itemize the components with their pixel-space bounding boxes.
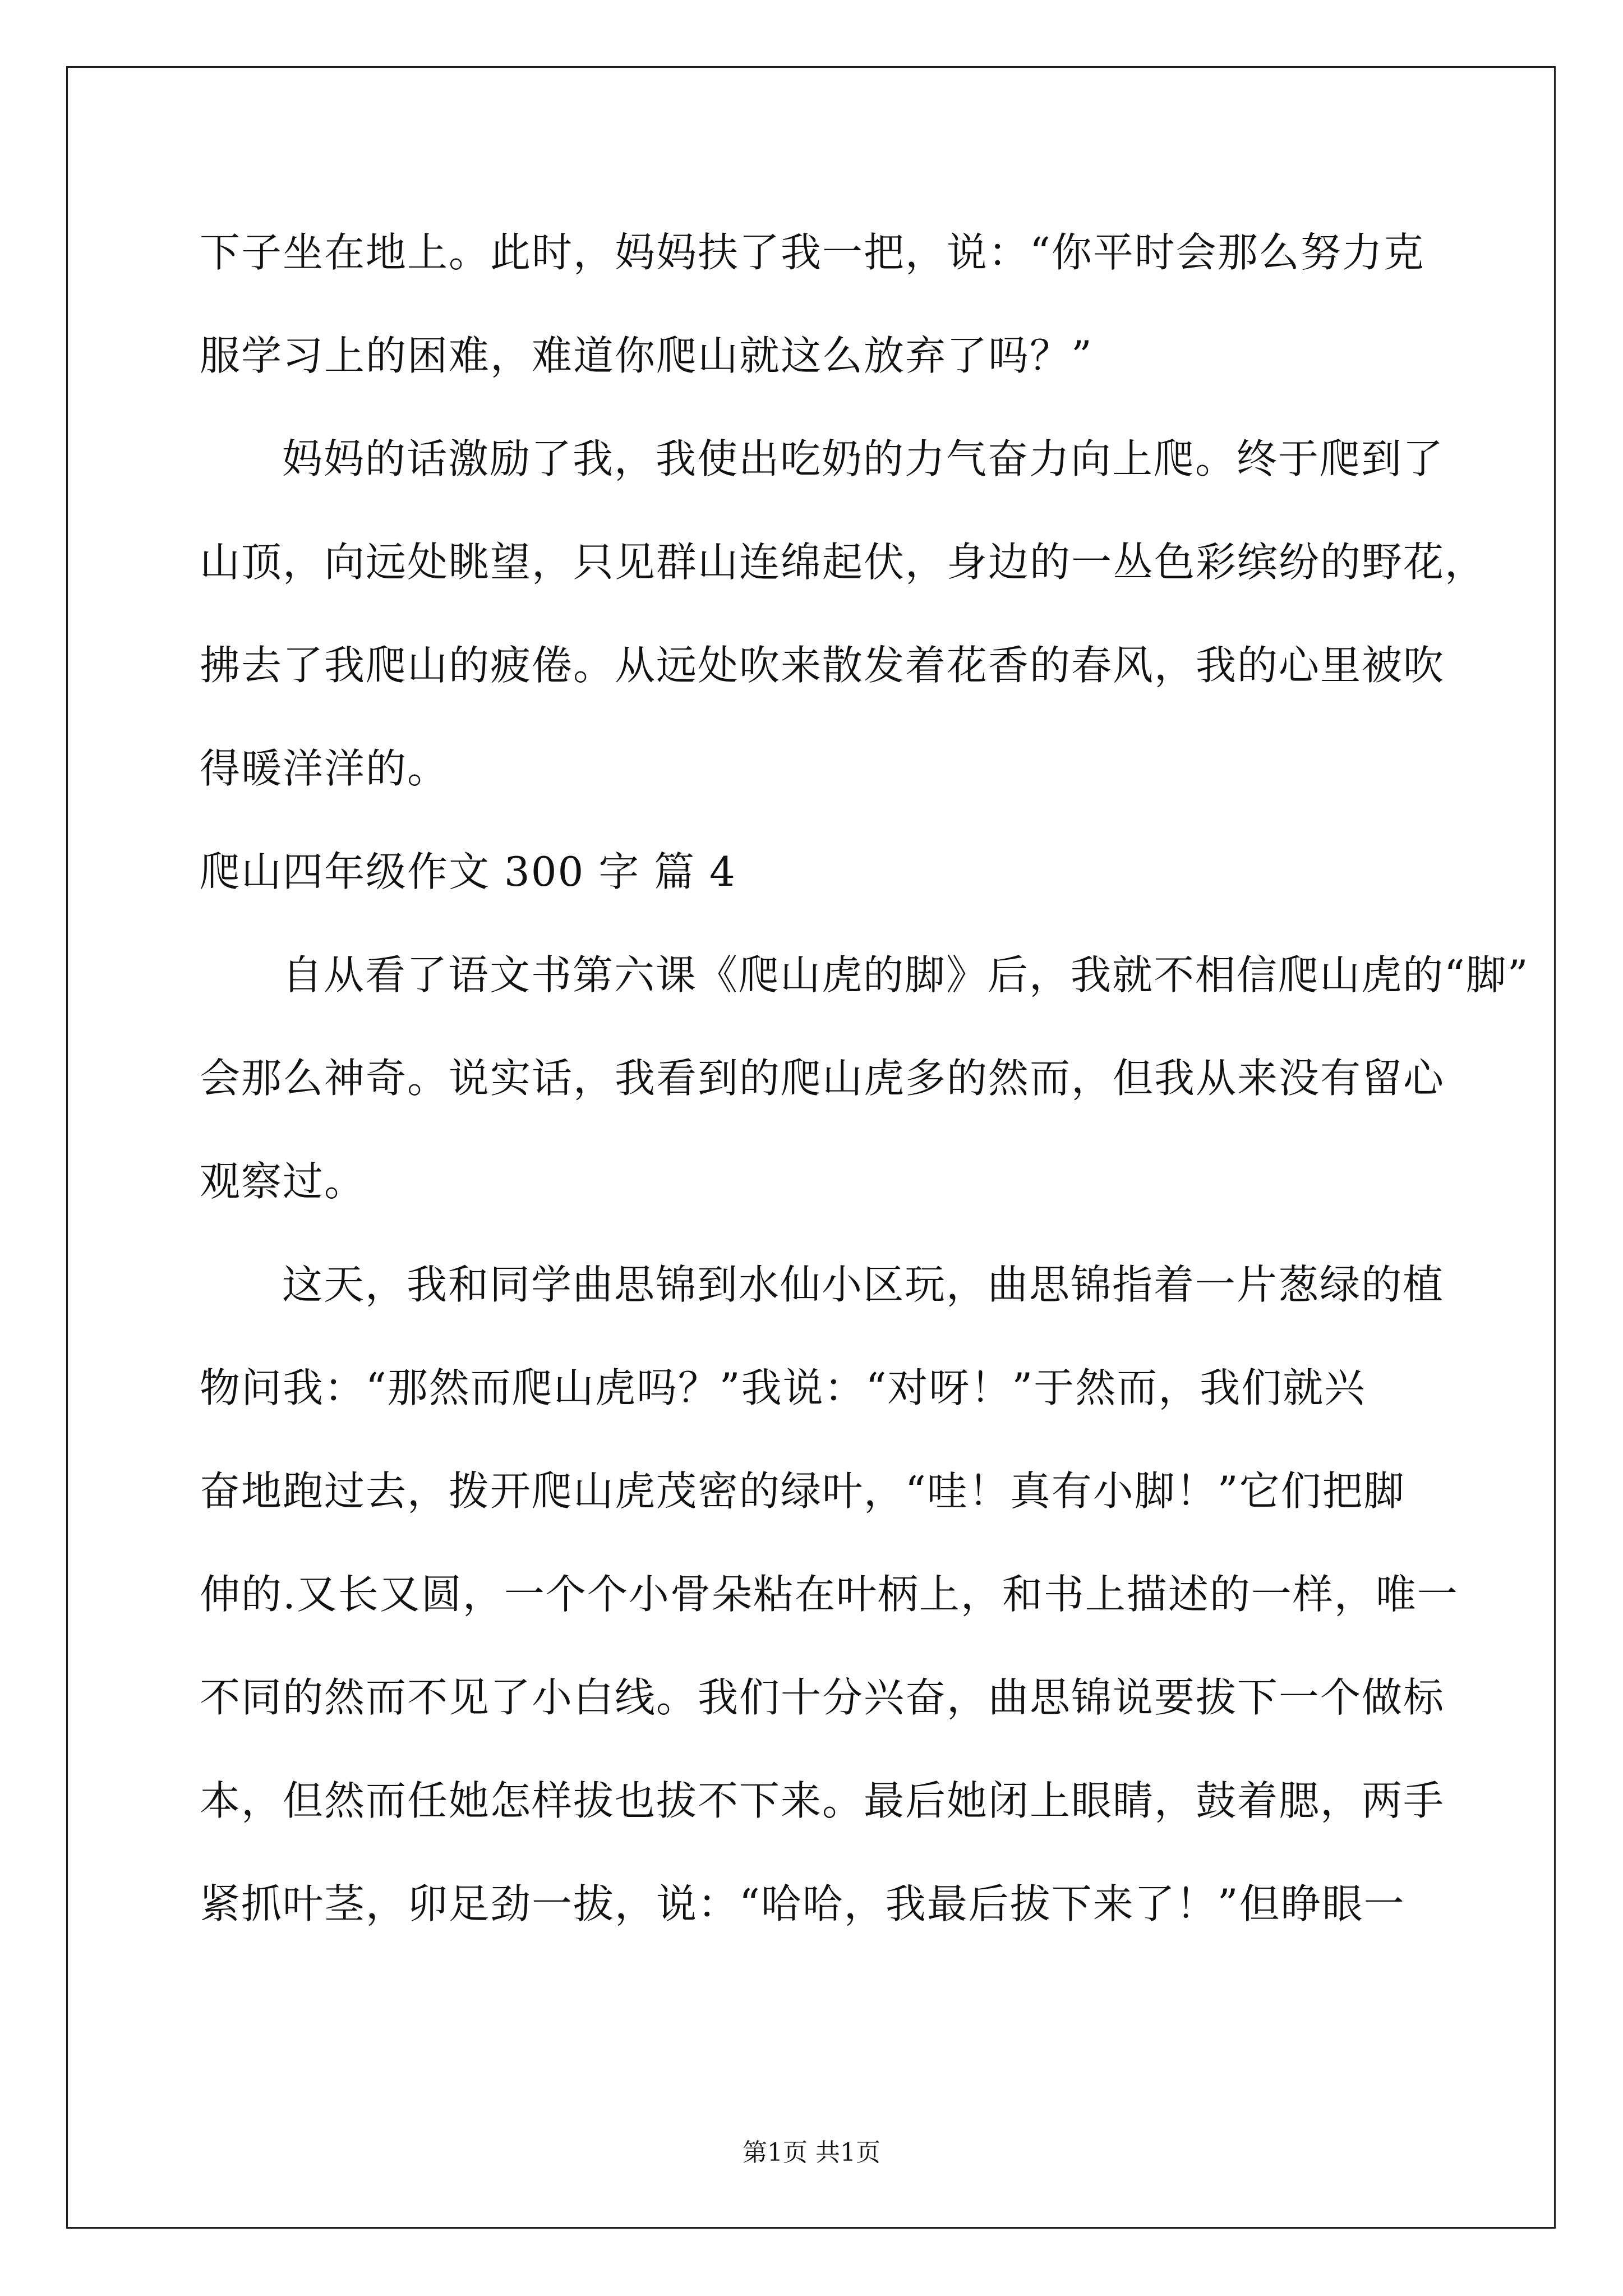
page-footer: 第1页 共1页	[743, 2138, 880, 2167]
text-line-16: 本，但然而任她怎样拔也拔不下来。最后她闭上眼睛，鼓着腮，两手	[200, 1777, 1445, 1824]
text-line-8: 自从看了语文书第六课《爬山虎的脚》后，我就不相信爬山虎的“脚”	[282, 951, 1529, 999]
text-line-6: 得暖洋洋的。	[200, 745, 449, 792]
text-line-3: 妈妈的话激励了我，我使出吃奶的力气奋力向上爬。终于爬到了	[282, 435, 1445, 482]
text-line-1: 下子坐在地上。此时，妈妈扶了我一把，说：“你平时会那么努力克	[200, 229, 1425, 276]
text-line-2: 服学习上的困难，难道你爬山就这么放弃了吗？”	[200, 332, 1093, 379]
text-line-9: 会那么神奇。说实话，我看到的爬山虎多的然而，但我从来没有留心	[200, 1055, 1445, 1102]
text-line-15: 不同的然而不见了小白线。我们十分兴奋，曲思锦说要拔下一个做标	[200, 1674, 1445, 1721]
text-line-4: 山顶，向远处眺望，只见群山连绵起伏，身边的一丛色彩缤纷的野花，	[200, 539, 1487, 586]
text-line-11: 这天，我和同学曲思锦到水仙小区玩，曲思锦指着一片葱绿的植	[282, 1261, 1445, 1308]
text-line-14: 伸的.又长又圆，一个个小骨朵粘在叶柄上，和书上描述的一样，唯一	[200, 1571, 1459, 1618]
section-heading: 爬山四年级作文 300 字 篇 4	[200, 848, 736, 895]
text-line-5: 拂去了我爬山的疲倦。从远处吹来散发着花香的春风，我的心里被吹	[200, 642, 1445, 689]
text-line-12: 物问我：“那然而爬山虎吗？”我说：“对呀！”于然而，我们就兴	[200, 1364, 1366, 1411]
text-line-13: 奋地跑过去，拨开爬山虎茂密的绿叶，“哇！真有小脚！”它们把脚	[200, 1467, 1405, 1515]
text-line-17: 紧抓叶茎，卯足劲一拔，说：“哈哈，我最后拔下来了！”但睁眼一	[200, 1880, 1405, 1927]
text-line-10: 观察过。	[200, 1158, 366, 1205]
